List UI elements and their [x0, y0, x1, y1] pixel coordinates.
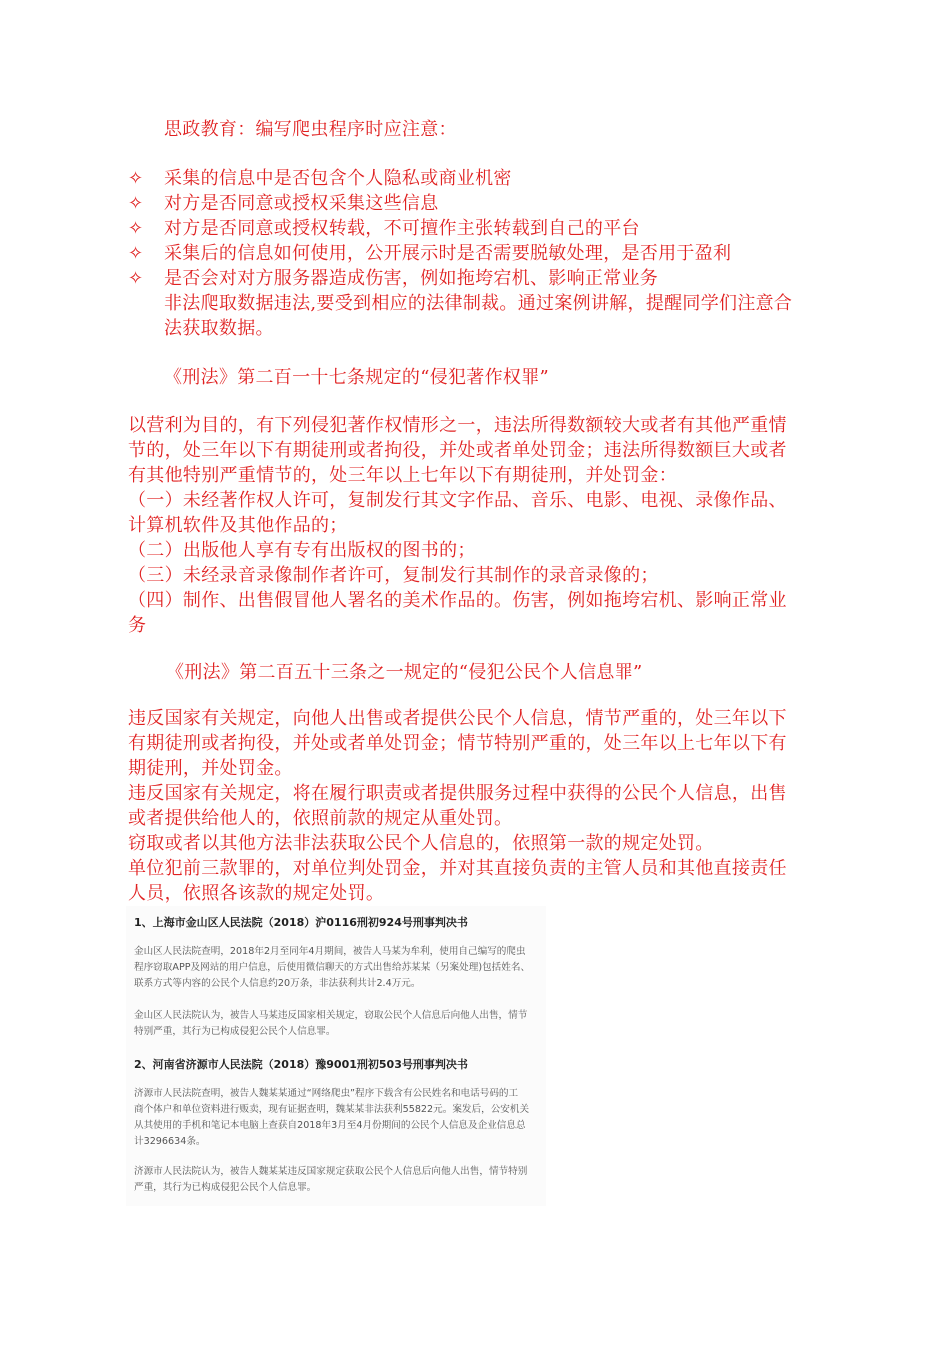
law2-line: 违反国家有关规定，将在履行职责或者提供服务过程中获得的公民个人信息，出售: [128, 783, 787, 804]
case-paragraph-line: 金山区人民法院查明，2018年2月至同年4月期间，被告人马某为牟利，使用自己编写的爬虫: [134, 946, 526, 957]
bullet-item: [128, 167, 512, 191]
law2-line: 期徒刑，并处罚金。: [128, 758, 293, 779]
diamond-star-icon: ✧: [128, 243, 144, 264]
law2-line: 单位犯前三款罪的，对单位判处罚金，并对其直接负责的主管人员和其他直接责任: [128, 858, 787, 879]
bullet-text: 对方是否同意或授权采集这些信息: [164, 193, 439, 214]
bullet-text: 对方是否同意或授权转载，不可擅作主张转载到自己的平台: [164, 218, 640, 239]
diamond-star-icon: ✧: [128, 168, 144, 189]
law1-line: 节的，处三年以下有期徒刑或者拘役，并处或者单处罚金；违法所得数额巨大或者: [128, 440, 787, 461]
case-paragraph-line: 金山区人民法院认为，被告人马某违反国家相关规定，窃取公民个人信息后向他人出售，情节: [134, 1010, 528, 1021]
law1-line: 务: [128, 615, 147, 636]
law1-heading: 《刑法》第二百一十七条规定的“侵犯著作权罪”: [164, 367, 550, 388]
law2-line: 或者提供给他人的，依照前款的规定从重处罚。: [128, 808, 513, 829]
law1-line: （二）出版他人享有专有出版权的图书的；: [128, 540, 476, 561]
law1-line: （三）未经录音录像制作者许可，复制发行其制作的录音录像的；: [128, 565, 659, 586]
law2-line: 人员，依照各该款的规定处罚。: [128, 883, 385, 904]
case-paragraph-line: 济源市人民法院认为，被告人魏某某违反国家规定获取公民个人信息后向他人出售，情节特别: [134, 1166, 528, 1177]
bullet-text: 采集的信息中是否包含个人隐私或商业机密: [164, 168, 512, 189]
bullet-item: [128, 217, 640, 241]
case-paragraph-line: 特别严重，其行为已构成侵犯公民个人信息罪。: [134, 1026, 336, 1037]
law1-line: （一）未经著作权人许可，复制发行其文字作品、音乐、电影、电视、录像作品、: [128, 490, 787, 511]
law1-line: 以营利为目的，有下列侵犯著作权情形之一，违法所得数额较大或者有其他严重情: [128, 415, 787, 436]
case-paragraph-line: 计3296634条。: [134, 1136, 206, 1147]
note-line: 法获取数据。: [164, 318, 274, 339]
case-paragraph-line: 联系方式等内容的公民个人信息约20万条，非法获利共计2.4万元。: [134, 978, 421, 989]
law2-line: 有期徒刑或者拘役，并处或者单处罚金；情节特别严重的，处三年以上七年以下有: [128, 733, 787, 754]
page-title: 思政教育：编写爬虫程序时应注意：: [164, 119, 457, 140]
case-paragraph-line: 程序窃取APP及网站的用户信息，后使用微信聊天的方式出售给苏某某（另案处理)包括姓名、: [134, 962, 531, 973]
case-paragraph-line: 严重，其行为已构成侵犯公民个人信息罪。: [134, 1182, 317, 1193]
bullet-text: 是否会对对方服务器造成伤害，例如拖垮宕机、影响正常业务: [164, 268, 659, 289]
case-screenshot: [126, 906, 546, 1206]
case-paragraph-line: 从其使用的手机和笔记本电脑上查获自2018年3月至4月份期间的公民个人信息及企业信息总: [134, 1120, 526, 1131]
note-line: 非法爬取数据违法,要受到相应的法律制裁。通过案例讲解，提醒同学们注意合: [164, 293, 793, 314]
bullet-item: [128, 267, 658, 291]
case-paragraph-line: 济源市人民法院查明，被告人魏某某通过“网络爬虫”程序下载含有公民姓名和电话号码的工: [134, 1088, 519, 1099]
law2-line: 违反国家有关规定，向他人出售或者提供公民个人信息，情节严重的，处三年以下: [128, 708, 787, 729]
law1-line: （四）制作、出售假冒他人署名的美术作品的。伤害，例如拖垮宕机、影响正常业: [128, 590, 787, 611]
bullet-item: [128, 192, 439, 216]
law2-heading: 《刑法》第二百五十三条之一规定的“侵犯公民个人信息罪”: [166, 662, 643, 683]
bullet-text: 采集后的信息如何使用，公开展示时是否需要脱敏处理，是否用于盈利: [164, 243, 732, 264]
diamond-star-icon: ✧: [128, 218, 144, 239]
law1-line: 有其他特别严重情节的，处三年以上七年以下有期徒刑，并处罚金：: [128, 465, 677, 486]
bullet-item: [128, 242, 731, 266]
diamond-star-icon: ✧: [128, 268, 144, 289]
diamond-star-icon: ✧: [128, 193, 144, 214]
case-paragraph-line: 商个体户和单位资料进行贩卖，现有证据查明，魏某某非法获利55822元。案发后，公安机关: [134, 1104, 530, 1115]
law1-line: 计算机软件及其他作品的；: [128, 515, 348, 536]
law2-line: 窃取或者以其他方法非法获取公民个人信息的，依照第一款的规定处罚。: [128, 833, 714, 854]
case-title: 1、上海市金山区人民法院（2018）沪0116刑初924号刑事判决书: [134, 916, 468, 929]
case-title: 2、河南省济源市人民法院（2018）豫9001刑初503号刑事判决书: [134, 1058, 468, 1071]
